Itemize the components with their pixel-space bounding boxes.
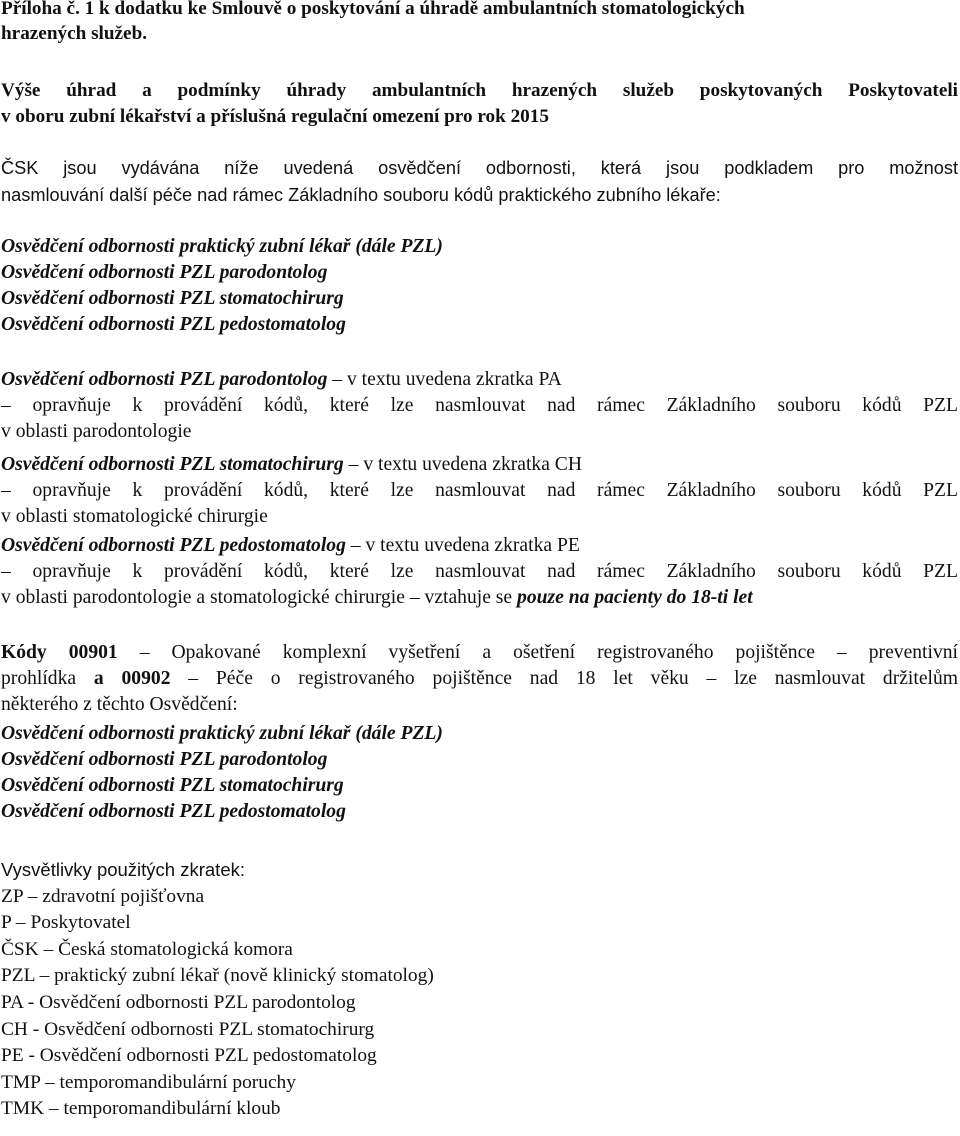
definition-pe-line-1	[1, 533, 958, 559]
definition-ch-name: Osvědčení odbornosti PZL stomatochirurg	[1, 454, 344, 475]
intro-paragraph	[1, 155, 958, 209]
codes-text-2b: – Péče o registrovaného pojištěnce nad 18 let věku – lze nasmlouvat držitelům	[170, 668, 958, 689]
abbreviation-item: ZP – zdravotní pojišťovna	[1, 885, 205, 907]
definition-ch-line-2: – opravňuje k provádění kódů, které lze nasmlouvat nad rámec Základního souboru kódů PZL	[1, 480, 958, 501]
annex-header-line-2: hrazených služeb.	[1, 22, 148, 44]
codes-line-1	[1, 640, 958, 666]
definition-ch	[1, 452, 958, 530]
definition-pe-name: Osvědčení odbornosti PZL pedostomatolog	[1, 535, 346, 556]
definition-pe-line-3-text: v oblasti parodontologie a stomatologické chirurgie – vztahuje se	[1, 587, 518, 608]
certificate-item: Osvědčení odbornosti praktický zubní lékař (dále PZL)	[1, 236, 443, 257]
definition-ch-line-1	[1, 452, 958, 478]
definition-pe-abbr: – v textu uvedena zkratka PE	[345, 535, 580, 556]
codes-label-00902: a 00902	[93, 668, 171, 689]
document-title	[1, 78, 958, 130]
definition-pa-line-1	[1, 367, 958, 393]
abbreviation-item: PZL – praktický zubní lékař (nově klinický stomatolog)	[1, 965, 434, 987]
certificate-item: Osvědčení odbornosti PZL pedostomatolog	[1, 801, 346, 822]
definition-pa-line-2: – opravňuje k provádění kódů, které lze nasmlouvat nad rámec Základního souboru kódů PZL	[1, 395, 958, 416]
definition-pa	[1, 367, 958, 445]
definition-pa-line-3: v oblasti parodontologie	[1, 421, 192, 442]
abbreviation-item: PA - Osvědčení odbornosti PZL parodontolog	[1, 991, 356, 1013]
certificate-list-2	[1, 721, 958, 825]
definition-pe-age-limit: pouze na pacienty do 18-ti let	[517, 587, 753, 608]
certificate-list-1	[1, 234, 958, 338]
definition-pa-abbr: – v textu uvedena zkratka PA	[327, 369, 562, 390]
annex-header	[1, 0, 745, 46]
definition-pe-line-2: – opravňuje k provádění kódů, které lze nasmlouvat nad rámec Základního souboru kódů PZL	[1, 561, 958, 582]
certificate-item: Osvědčení odbornosti PZL stomatochirurg	[1, 775, 344, 796]
codes-text-1: – Opakované komplexní vyšetření a ošetření registrovaného pojištěnce – preventivní	[117, 642, 958, 663]
annex-header-line-1: Příloha č. 1 k dodatku ke Smlouvě o poskytování a úhradě ambulantních stomatologických	[1, 0, 745, 19]
certificate-item: Osvědčení odbornosti PZL stomatochirurg	[1, 288, 344, 309]
certificate-item: Osvědčení odbornosti PZL pedostomatolog	[1, 314, 346, 335]
codes-text-2a: prohlídka	[1, 668, 94, 689]
document-title-line-2: v oboru zubní lékařství a příslušná regulační omezení pro rok 2015	[1, 106, 549, 127]
codes-line-2	[1, 666, 958, 692]
definition-pa-name: Osvědčení odbornosti PZL parodontolog	[1, 369, 328, 390]
abbreviation-item: P – Poskytovatel	[1, 912, 131, 934]
codes-label-00901: Kódy 00901	[1, 642, 118, 663]
abbreviation-item: ČSK – Česká stomatologická komora	[1, 938, 293, 960]
abbreviation-item: CH - Osvědčení odbornosti PZL stomatochirurg	[1, 1018, 375, 1040]
definition-ch-abbr: – v textu uvedena zkratka CH	[343, 454, 583, 475]
definition-pe	[1, 533, 958, 611]
document-title-line-1: Výše úhrad a podmínky úhrady ambulantních hrazených služeb poskytovaných Poskytovateli	[1, 80, 958, 101]
codes-paragraph	[1, 640, 958, 718]
intro-line-1: ČSK jsou vydávána níže uvedená osvědčení odbornosti, která jsou podkladem pro možnost	[1, 158, 958, 178]
abbreviation-item: TMP – temporomandibulární poruchy	[1, 1071, 296, 1093]
definition-ch-line-3: v oblasti stomatologické chirurgie	[1, 506, 268, 527]
definition-pe-line-3	[1, 585, 958, 611]
abbreviation-item: PE - Osvědčení odbornosti PZL pedostomatolog	[1, 1045, 377, 1067]
codes-line-3: některého z těchto Osvědčení:	[1, 694, 238, 715]
intro-line-2: nasmlouvání další péče nad rámec Základního souboru kódů praktického zubního lékaře:	[1, 185, 721, 205]
certificate-item: Osvědčení odbornosti PZL parodontolog	[1, 749, 328, 770]
abbreviations-title: Vysvětlivky použitých zkratek:	[1, 859, 246, 880]
certificate-item: Osvědčení odbornosti praktický zubní lékař (dále PZL)	[1, 723, 443, 744]
certificate-item: Osvědčení odbornosti PZL parodontolog	[1, 262, 328, 283]
abbreviations-section	[1, 857, 958, 1123]
abbreviation-item: TMK – temporomandibulární kloub	[1, 1098, 281, 1120]
